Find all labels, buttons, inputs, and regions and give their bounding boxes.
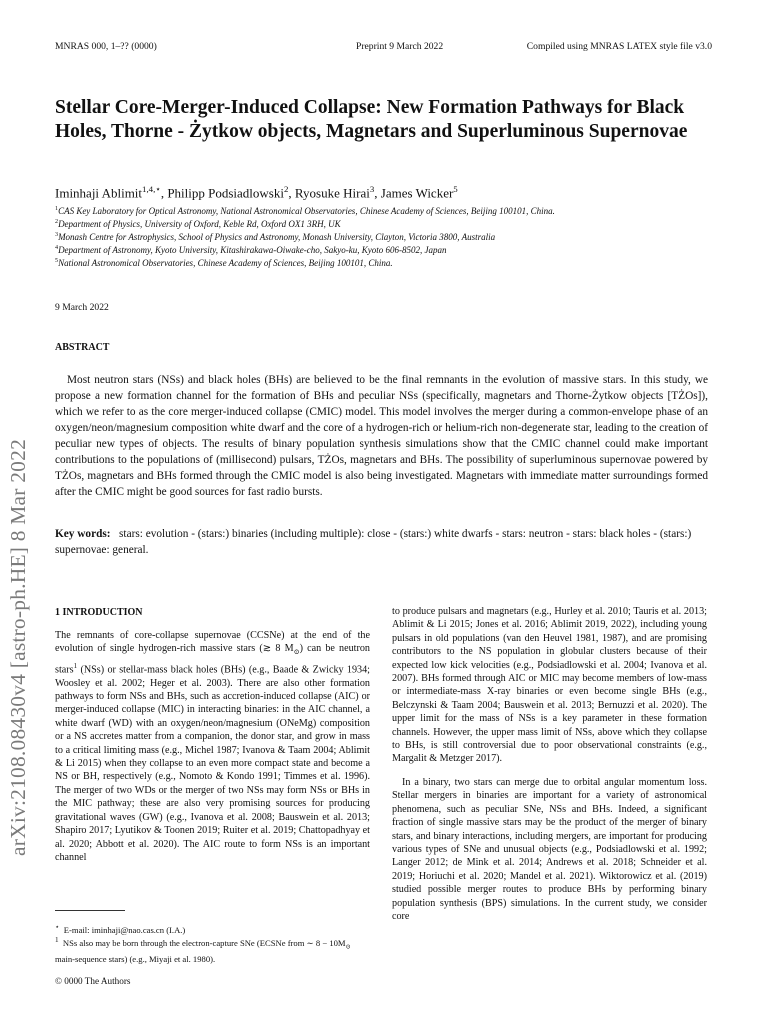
paragraph-text: (NSs) or stellar-mass black holes (BHs) (e.g., Baade & Zwicky 1934; Woosley et al. 2002; Heger et al. 2003). There are also other formation pathways to form NSs and BHs, such as accretion-induced collapse (AIC) or merger-induced collapse (MIC) in interacting binaries: in the AIC channel, a white dwarf (WD) with an oxygen/neon/magnesium (ONeMg) composition or a NS accretes matter from a companion, the donor star, and grow in mass to a critical limiting mass (e.g., Michel 1987; Ivanova & Taam 2004; Ablimit & Li 2015) when they collapse to an even more compact state and become a NS or BH, respectively (e.g., Nomoto & Kondo 1991; Timmes et al. 1996). The merger of two WDs or the merger of two NSs may form NSs or BHs in the MIC pathway; these are also very promising sources for producing gravitational waves (GW) (e.g., Ivanova et al. 2008; Bauswein et al. 2013; Shapiro 2017; Lyutikov & Toonen 2019; Ruiter et al. 2019; Chattopadhyay et al. 2020; Abbott et al. 2020). The AIC route to form NSs is an important channel [55, 664, 370, 863]
affiliation-text: National Astronomical Observatories, Chinese Academy of Sciences, Beijing 100101, China. [58, 258, 393, 268]
affiliation [55, 258, 393, 268]
affiliation [55, 219, 341, 229]
affiliation-text: Monash Centre for Astrophysics, School of Physics and Astronomy, Monash University, Clayton, Victoria 3800, Australia [58, 232, 496, 242]
received-date: 9 March 2022 [55, 302, 109, 313]
affiliation [55, 232, 495, 242]
affiliation-number: 5 [55, 258, 59, 264]
author-name: , Philipp Podsiadlowski [160, 185, 284, 201]
affiliation-text: CAS Key Laboratory for Optical Astronomy, National Astronomical Observatories, Chinese Academy of Sciences, Beijing 100101, China. [58, 206, 555, 216]
compiled-note: Compiled using MNRAS LATEX style file v3.0 [526, 41, 712, 52]
preprint-date: Preprint 9 March 2022 [356, 41, 444, 52]
intro-paragraph [55, 629, 370, 864]
footnote-1 [55, 935, 370, 966]
paper-title: Stellar Core-Merger-Induced Collapse: New Formation Pathways for Black Holes, Thorne - Żytkow objects, Magnetars and Superluminous Supernovae [55, 97, 688, 142]
keywords-text: stars: evolution - (stars:) binaries (including multiple): close - (stars:) white dwarfs - stars: neutron - stars: black holes - (stars:) supernovae: general. [55, 528, 692, 556]
affiliation [55, 245, 447, 255]
author-affiliation-mark: 2 [283, 184, 289, 194]
abstract-text: Most neutron stars (NSs) and black holes (BHs) are believed to be the final remnants in the evolution of massive stars. In this study, we propose a new formation channel for the formation of BHs and peculiar NSs (specifically, magnetars and Thorne-Żytkow objects [TŻOs]), which we refer to as the core merger-induced collapse (CMIC) model. This model involves the merger during a common-envelope phase of an oxygen/neon/magnesium composition white dwarf and the core of a hydrogen-rich or helium-rich non-degenerate star, leading to the creation of peculiar new types of objects. The results of binary population synthesis simulations show that the CMIC channel could make important contributions to the populations of (millisecond) pulsars, TŻOs, magnetars and BHs. The possibility of superluminous supernovae powered by TŻOs, magnetars and BHs formed through the CMIC model is also being investigated. Magnetars with immediate matter surroundings formed after the CMIC might be good sources for fast radio bursts. [55, 374, 708, 498]
footnote-text: NSs also may be born through the electron-capture SNe (ECSNe from ∼ 8 − 10M [62, 937, 346, 948]
star-mark: ⋆ [55, 923, 60, 931]
left-column [55, 629, 370, 864]
affiliation-text: Department of Physics, University of Oxford, Keble Rd, Oxford OX1 3RH, UK [58, 219, 341, 229]
footnote-divider [55, 910, 125, 911]
journal-reference [55, 41, 157, 52]
footnote-marker[interactable]: 1 [73, 661, 78, 670]
affiliation-number: 2 [55, 219, 59, 225]
author-affiliation-mark: 1,4,⋆ [142, 184, 161, 194]
affiliation-number: 3 [55, 232, 59, 238]
paragraph-text: ) can be neutron stars [55, 643, 370, 676]
copyright: © 0000 The Authors [55, 976, 131, 986]
paragraph-text: The remnants of core-collapse supernovae (CCSNe) at the end of the evolution of single hydrogen-rich massive stars (≳ 8 M [55, 630, 370, 655]
affiliation [55, 206, 555, 216]
arxiv-identifier: arXiv:2108.08430v4 [astro-ph.HE] 8 Mar 2022 [6, 438, 30, 856]
email-text: E-mail: iminhaji@nao.cas.cn (I.A.) [63, 924, 186, 935]
abstract-heading: ABSTRACT [55, 342, 110, 353]
sun-symbol: ⊙ [293, 648, 300, 657]
author-name: , Ryosuke Hirai [288, 185, 370, 201]
intro-paragraph: to produce pulsars and magnetars (e.g., Hurley et al. 2010; Tauris et al. 2013; Ablimit & Li 2015; Jones et al. 2016; Ablimit 2019, 2022), including young pulsars in old populations (van den Heuvel 1981, 1987), and are promising contributors to the NS population in globular clusters because of their expected low kick velocities (e.g., Podsiadlowski et al. 2004; Ivanova et al. 2007). BHs formed through AIC or MIC may become members of low-mass or intermediate-mass X-ray binaries or even become single BHs (e.g., Belczynski & Taam 2004; Bauswein et al. 2013; Bernuzzi et al. 2020). The upper limit for the mass of NSs is a key parameter in these formation channels. However, the upper mass limit of NSs, above which they collapse to BHs, is still controversial due to poor observational constraints (e.g., Margalit & Metzger 2017). [392, 606, 707, 765]
journal-reference-text: MNRAS 000, 1–?? (0000) [55, 41, 157, 52]
keywords-label: Key words: [55, 528, 111, 540]
affiliation-number: 1 [55, 206, 59, 212]
section-heading-introduction: 1 INTRODUCTION [55, 607, 143, 618]
sun-symbol: ⊙ [345, 944, 351, 951]
author-name: Iminhaji Ablimit [55, 185, 143, 201]
author-affiliation-mark: 3 [369, 184, 375, 194]
footnote-text: main-sequence stars) (e.g., Miyaji et al. 1980). [55, 954, 216, 965]
author-list [55, 184, 458, 201]
affiliation-number: 4 [55, 245, 59, 251]
affiliation-text: Department of Astronomy, Kyoto University, Kitashirakawa-Oiwake-cho, Sakyo-ku, Kyoto 606-8502, Japan [58, 245, 447, 255]
right-column [392, 605, 707, 923]
author-name: , James Wicker [374, 185, 454, 201]
intro-paragraph: In a binary, two stars can merge due to orbital angular momentum loss. Stellar mergers in binaries are important for a variety of astronomical phenomena, such as peculiar SNe, NSs and BHs. Indeed, a significant fraction of single massive stars may be the product of the merger of binary stars, and binary interactions, including mergers, are important for producing various types of SNe and unusual objects (e.g., Podsiadlowski et al. 1992; Langer 2012; de Mink et al. 2014; Andrews et al. 2018; Schneider et al. 2019; Horiuchi et al. 2020; Mandel et al. 2021). Wiktorowicz et al. (2019) studied possible merger routes to produce BHs by performing binary population synthesis (BPS) simulations. In the current study, we consider core [392, 776, 707, 922]
keywords [55, 526, 708, 558]
author-affiliation-mark: 5 [453, 184, 458, 194]
footnote-number: 1 [55, 936, 59, 944]
